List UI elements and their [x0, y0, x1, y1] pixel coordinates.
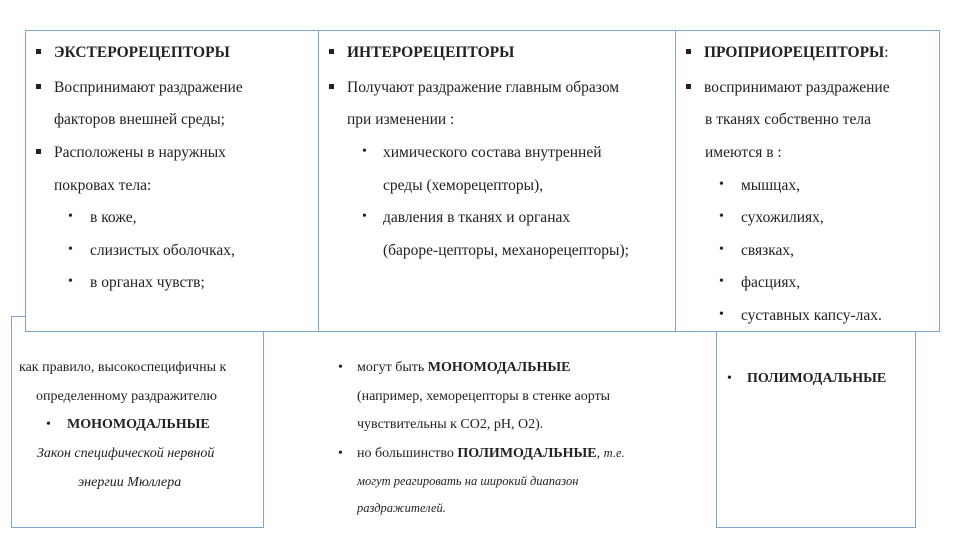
exteroreceptors-p2-line2: покровах тела: — [54, 177, 152, 194]
square-bullet-icon — [329, 84, 334, 89]
bottom-right-box — [716, 328, 916, 528]
bullet-icon: • — [362, 209, 367, 224]
exteroreceptors-p1-line2: факторов внешней среды; — [54, 111, 225, 128]
exteroreceptors-item: в коже, — [90, 209, 137, 226]
exteroreceptors-p1 — [36, 80, 243, 96]
proprioreceptors-item: сухожилиях, — [741, 209, 824, 226]
bullet-icon: • — [362, 144, 367, 159]
bullet-icon: • — [719, 242, 724, 257]
exteroreceptors-item: в органах чувств; — [90, 274, 205, 291]
square-bullet-icon — [329, 49, 334, 54]
proprioreceptors-p1-line1: воспринимают раздражение — [704, 79, 890, 96]
monomodal-label: МОНОМОДАЛЬНЫЕ — [67, 417, 210, 432]
interoreceptors-heading — [329, 45, 514, 61]
bullet-icon: • — [719, 307, 724, 322]
interoreceptors-item2-line1: давления в тканях и органах — [383, 209, 571, 226]
proprioreceptors-item: фасциях, — [741, 274, 801, 291]
polymodal-note-bold: ПОЛИМОДАЛЬНЫЕ — [457, 446, 597, 461]
proprioreceptors-p1 — [686, 80, 890, 96]
muller-law-line2: энергии Мюллера — [78, 475, 182, 490]
proprioreceptors-heading — [686, 45, 889, 61]
bullet-icon: • — [338, 360, 343, 375]
muller-law-line1: Закон специфической нервной — [37, 446, 215, 461]
bullet-icon: • — [68, 209, 73, 224]
proprioreceptors-p1-line2: в тканях собственно тела — [705, 111, 871, 128]
proprioreceptors-item: связках, — [741, 242, 795, 259]
proprioreceptors-heading-text: ПРОПРИОРЕЦЕПТОРЫ — [704, 44, 885, 61]
proprioreceptors-item: мышцах, — [741, 177, 800, 194]
interoreceptors-item1-line1: химического состава внутренней — [383, 144, 602, 161]
polymodal-note-comma: , — [596, 446, 601, 461]
bullet-icon: • — [68, 242, 73, 257]
exteroreceptors-heading — [36, 45, 230, 61]
monomodal-note-bold: МОНОМОДАЛЬНЫЕ — [427, 360, 571, 375]
exteroreceptors-p2-line1: Расположены в наружных — [54, 144, 226, 161]
proprioreceptors-item: суставных капсу-лах. — [741, 307, 882, 324]
top-right-box — [675, 30, 940, 332]
square-bullet-icon — [686, 84, 691, 89]
square-bullet-icon — [686, 49, 691, 54]
bullet-icon: • — [719, 177, 724, 192]
interoreceptors-item1-line2: среды (хеморецепторы), — [383, 177, 544, 194]
monomodal-note-line1 — [357, 361, 570, 375]
interoreceptors-p1 — [329, 80, 619, 96]
specificity-line2: определенному раздражителю — [36, 389, 217, 404]
interoreceptors-p1-line1: Получают раздражение главным образом — [347, 79, 620, 96]
interoreceptors-heading-text: ИНТЕРОРЕЦЕПТОРЫ — [347, 44, 515, 61]
exteroreceptors-item: слизистых оболочках, — [90, 242, 235, 259]
square-bullet-icon — [36, 149, 41, 154]
square-bullet-icon — [36, 84, 41, 89]
bullet-icon: • — [719, 209, 724, 224]
proprioreceptors-heading-colon: : — [884, 44, 889, 61]
exteroreceptors-heading-text: ЭКСТЕРОРЕЦЕПТОРЫ — [54, 44, 230, 61]
bullet-icon: • — [68, 274, 73, 289]
exteroreceptors-p1-line1: Воспринимают раздражение — [54, 79, 243, 96]
monomodal-note-line3: чувствительны к СО2, pH, O2). — [357, 417, 544, 432]
monomodal-note-line2: (например, хеморецепторы в стенке аорты — [357, 389, 611, 404]
polymodal-note-line2: могут реагировать на широкий диапазон — [357, 474, 579, 488]
specificity-line1: как правило, высокоспецифичны к — [19, 360, 227, 375]
square-bullet-icon — [36, 49, 41, 54]
bullet-icon: • — [719, 274, 724, 289]
interoreceptors-item2-line2: (бароре-цепторы, механорецепторы); — [383, 242, 629, 259]
bullet-icon: • — [46, 417, 51, 432]
interoreceptors-p1-line2: при изменении : — [347, 111, 455, 128]
polymodal-note-line3: раздражителей. — [357, 501, 446, 515]
bullet-icon: • — [338, 446, 343, 461]
polymodal-note-line1 — [357, 447, 625, 461]
proprioreceptors-p1-line3: имеются в : — [705, 144, 782, 161]
monomodal-note-prefix: могут быть — [357, 360, 425, 375]
polymodal-label: ПОЛИМОДАЛЬНЫЕ — [747, 371, 887, 386]
polymodal-note-italic: т.е. — [603, 446, 625, 460]
polymodal-note-prefix: но большинство — [357, 446, 454, 461]
exteroreceptors-p2 — [36, 145, 226, 161]
bullet-icon: • — [727, 371, 732, 386]
